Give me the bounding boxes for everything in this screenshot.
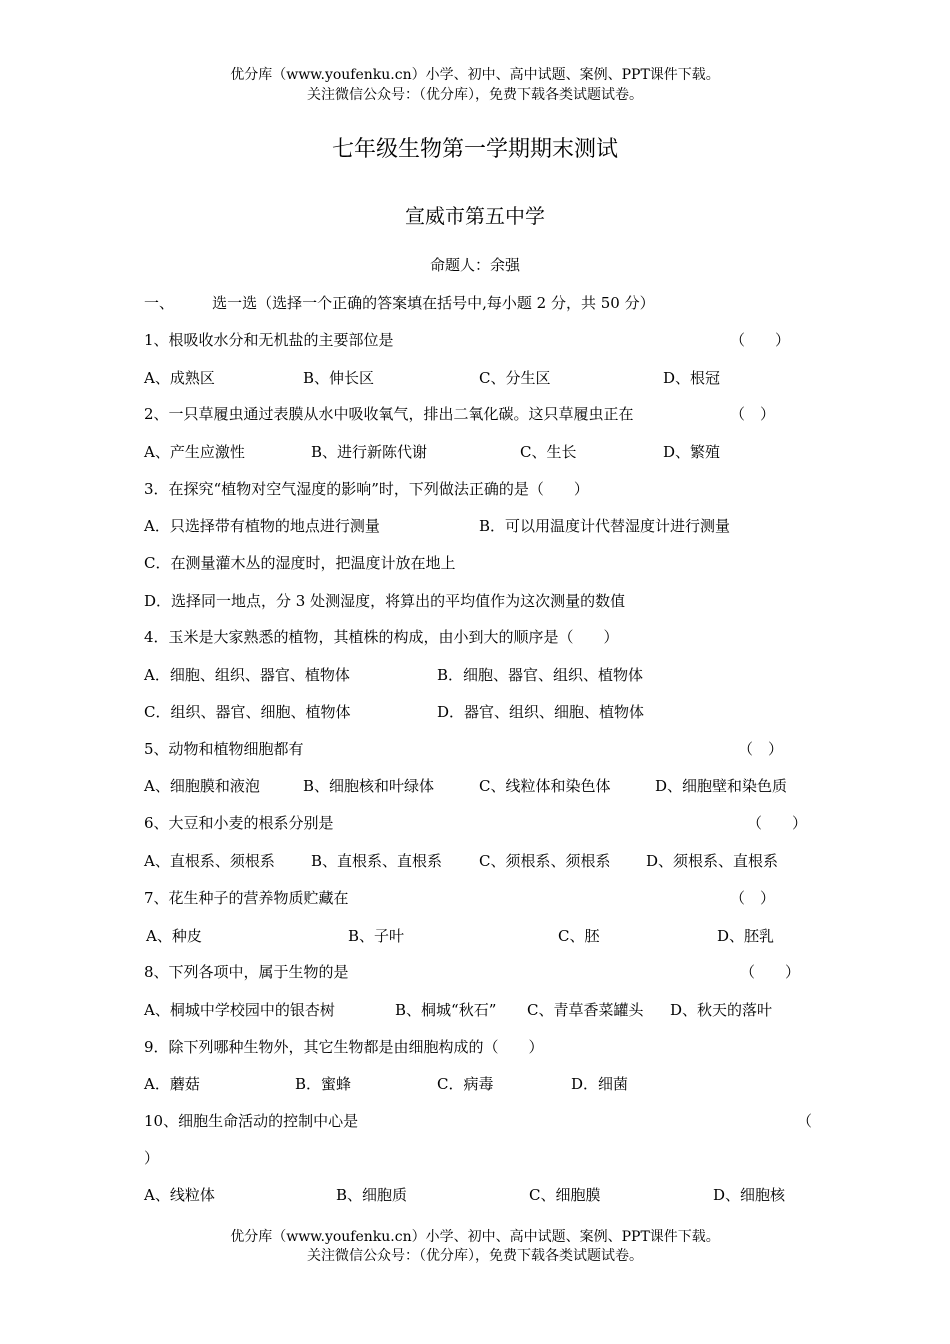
q5-option-c: C、线粒体和染色体 — [479, 777, 611, 795]
footer-line-1: 优分库（www.youfenku.cn）小学、初中、高中试题、案例、PPT课件下载。 — [230, 1229, 720, 1245]
answer-paren-10-close: ） — [144, 1149, 160, 1167]
answer-paren-2: （ ） — [730, 405, 776, 423]
q10-option-d: D、细胞核 — [713, 1186, 786, 1204]
school-name: 宣威市第五中学 — [405, 204, 545, 228]
question-1: 1、根吸收水分和无机盐的主要部位是 — [144, 331, 394, 349]
q1-option-c: C、分生区 — [479, 369, 551, 387]
question-7: 7、花生种子的营养物质贮藏在 — [144, 889, 349, 907]
q2-option-b: B、进行新陈代谢 — [311, 443, 428, 461]
q2-option-c: C、生长 — [520, 443, 577, 461]
q8-option-c: C、青草香菜罐头 — [527, 1001, 644, 1019]
question-2: 2、一只草履虫通过表膜从水中吸收氧气，排出二氧化碳。这只草履虫正在 — [144, 405, 634, 423]
answer-paren-8: （ ） — [740, 963, 801, 981]
q7-option-b: B、子叶 — [348, 927, 405, 945]
q9-option-a: A．蘑菇 — [144, 1075, 200, 1093]
question-9: 9．除下列哪种生物外，其它生物都是由细胞构成的（ ） — [144, 1038, 544, 1056]
q6-option-a: A、直根系、须根系 — [144, 852, 275, 870]
answer-paren-5: （ ） — [738, 740, 784, 758]
question-6: 6、大豆和小麦的根系分别是 — [144, 814, 334, 832]
author-line: 命题人：余强 — [429, 256, 520, 274]
q6-option-c: C、须根系、须根系 — [479, 852, 611, 870]
question-10: 10、细胞生命活动的控制中心是 — [144, 1112, 359, 1130]
footer-line-2: 关注微信公众号：（优分库），免费下载各类试题试卷。 — [307, 1248, 643, 1264]
q7-option-a: A、种皮 — [146, 927, 202, 945]
q1-option-b: B、伸长区 — [303, 369, 375, 387]
q8-option-a: A、桐城中学校园中的银杏树 — [144, 1001, 335, 1019]
q10-option-a: A、线粒体 — [144, 1186, 215, 1204]
question-5: 5、动物和植物细胞都有 — [144, 740, 304, 758]
q3-option-d: D．选择同一地点，分 3 处测湿度，将算出的平均值作为这次测量的数值 — [144, 592, 626, 610]
q10-option-b: B、细胞质 — [336, 1186, 408, 1204]
q4-option-b: B．细胞、器官、组织、植物体 — [437, 666, 644, 684]
q9-option-c: C．病毒 — [437, 1075, 494, 1093]
q10-option-c: C、细胞膜 — [529, 1186, 601, 1204]
q5-option-b: B、细胞核和叶绿体 — [303, 777, 435, 795]
q1-option-d: D、根冠 — [663, 369, 721, 387]
q7-option-d: D、胚乳 — [717, 927, 775, 945]
header-line-2: 关注微信公众号：（优分库），免费下载各类试题试卷。 — [307, 87, 643, 103]
q6-option-d: D、须根系、直根系 — [646, 852, 779, 870]
q5-option-d: D、细胞壁和染色质 — [655, 777, 788, 795]
question-4: 4．玉米是大家熟悉的植物，其植株的构成，由小到大的顺序是（ ） — [144, 628, 619, 646]
q1-option-a: A、成熟区 — [144, 369, 215, 387]
answer-paren-10-open: （ — [797, 1112, 813, 1130]
q7-option-c: C、胚 — [558, 927, 600, 945]
q4-option-d: D．器官、组织、细胞、植物体 — [437, 703, 645, 721]
q4-option-a: A．细胞、组织、器官、植物体 — [144, 666, 350, 684]
q6-option-b: B、直根系、直根系 — [311, 852, 443, 870]
q8-option-b: B、桐城“秋石” — [395, 1001, 497, 1019]
q8-option-d: D、秋天的落叶 — [670, 1001, 773, 1019]
question-3: 3．在探究“植物对空气湿度的影响”时，下列做法正确的是（ ） — [144, 480, 589, 498]
answer-paren-6: （ ） — [747, 814, 808, 832]
q9-option-b: B．蜜蜂 — [295, 1075, 352, 1093]
section-heading: 一、 选一选（选择一个正确的答案填在括号中,每小题 2 分，共 50 分） — [144, 294, 655, 312]
q2-option-a: A、产生应激性 — [144, 443, 245, 461]
answer-paren-7: （ ） — [730, 889, 776, 907]
answer-paren-1: （ ） — [730, 331, 791, 349]
q4-option-c: C．组织、器官、细胞、植物体 — [144, 703, 351, 721]
q5-option-a: A、细胞膜和液泡 — [144, 777, 260, 795]
q3-option-a: A．只选择带有植物的地点进行测量 — [144, 517, 380, 535]
question-8: 8、下列各项中，属于生物的是 — [144, 963, 349, 981]
header-line-1: 优分库（www.youfenku.cn）小学、初中、高中试题、案例、PPT课件下载。 — [230, 67, 720, 83]
q9-option-d: D．细菌 — [571, 1075, 629, 1093]
q3-option-b: B．可以用温度计代替湿度计进行测量 — [479, 517, 731, 535]
page-title: 七年级生物第一学期期末测试 — [331, 137, 618, 162]
q2-option-d: D、繁殖 — [663, 443, 721, 461]
q3-option-c: C．在测量灌木丛的湿度时，把温度计放在地上 — [144, 554, 456, 572]
